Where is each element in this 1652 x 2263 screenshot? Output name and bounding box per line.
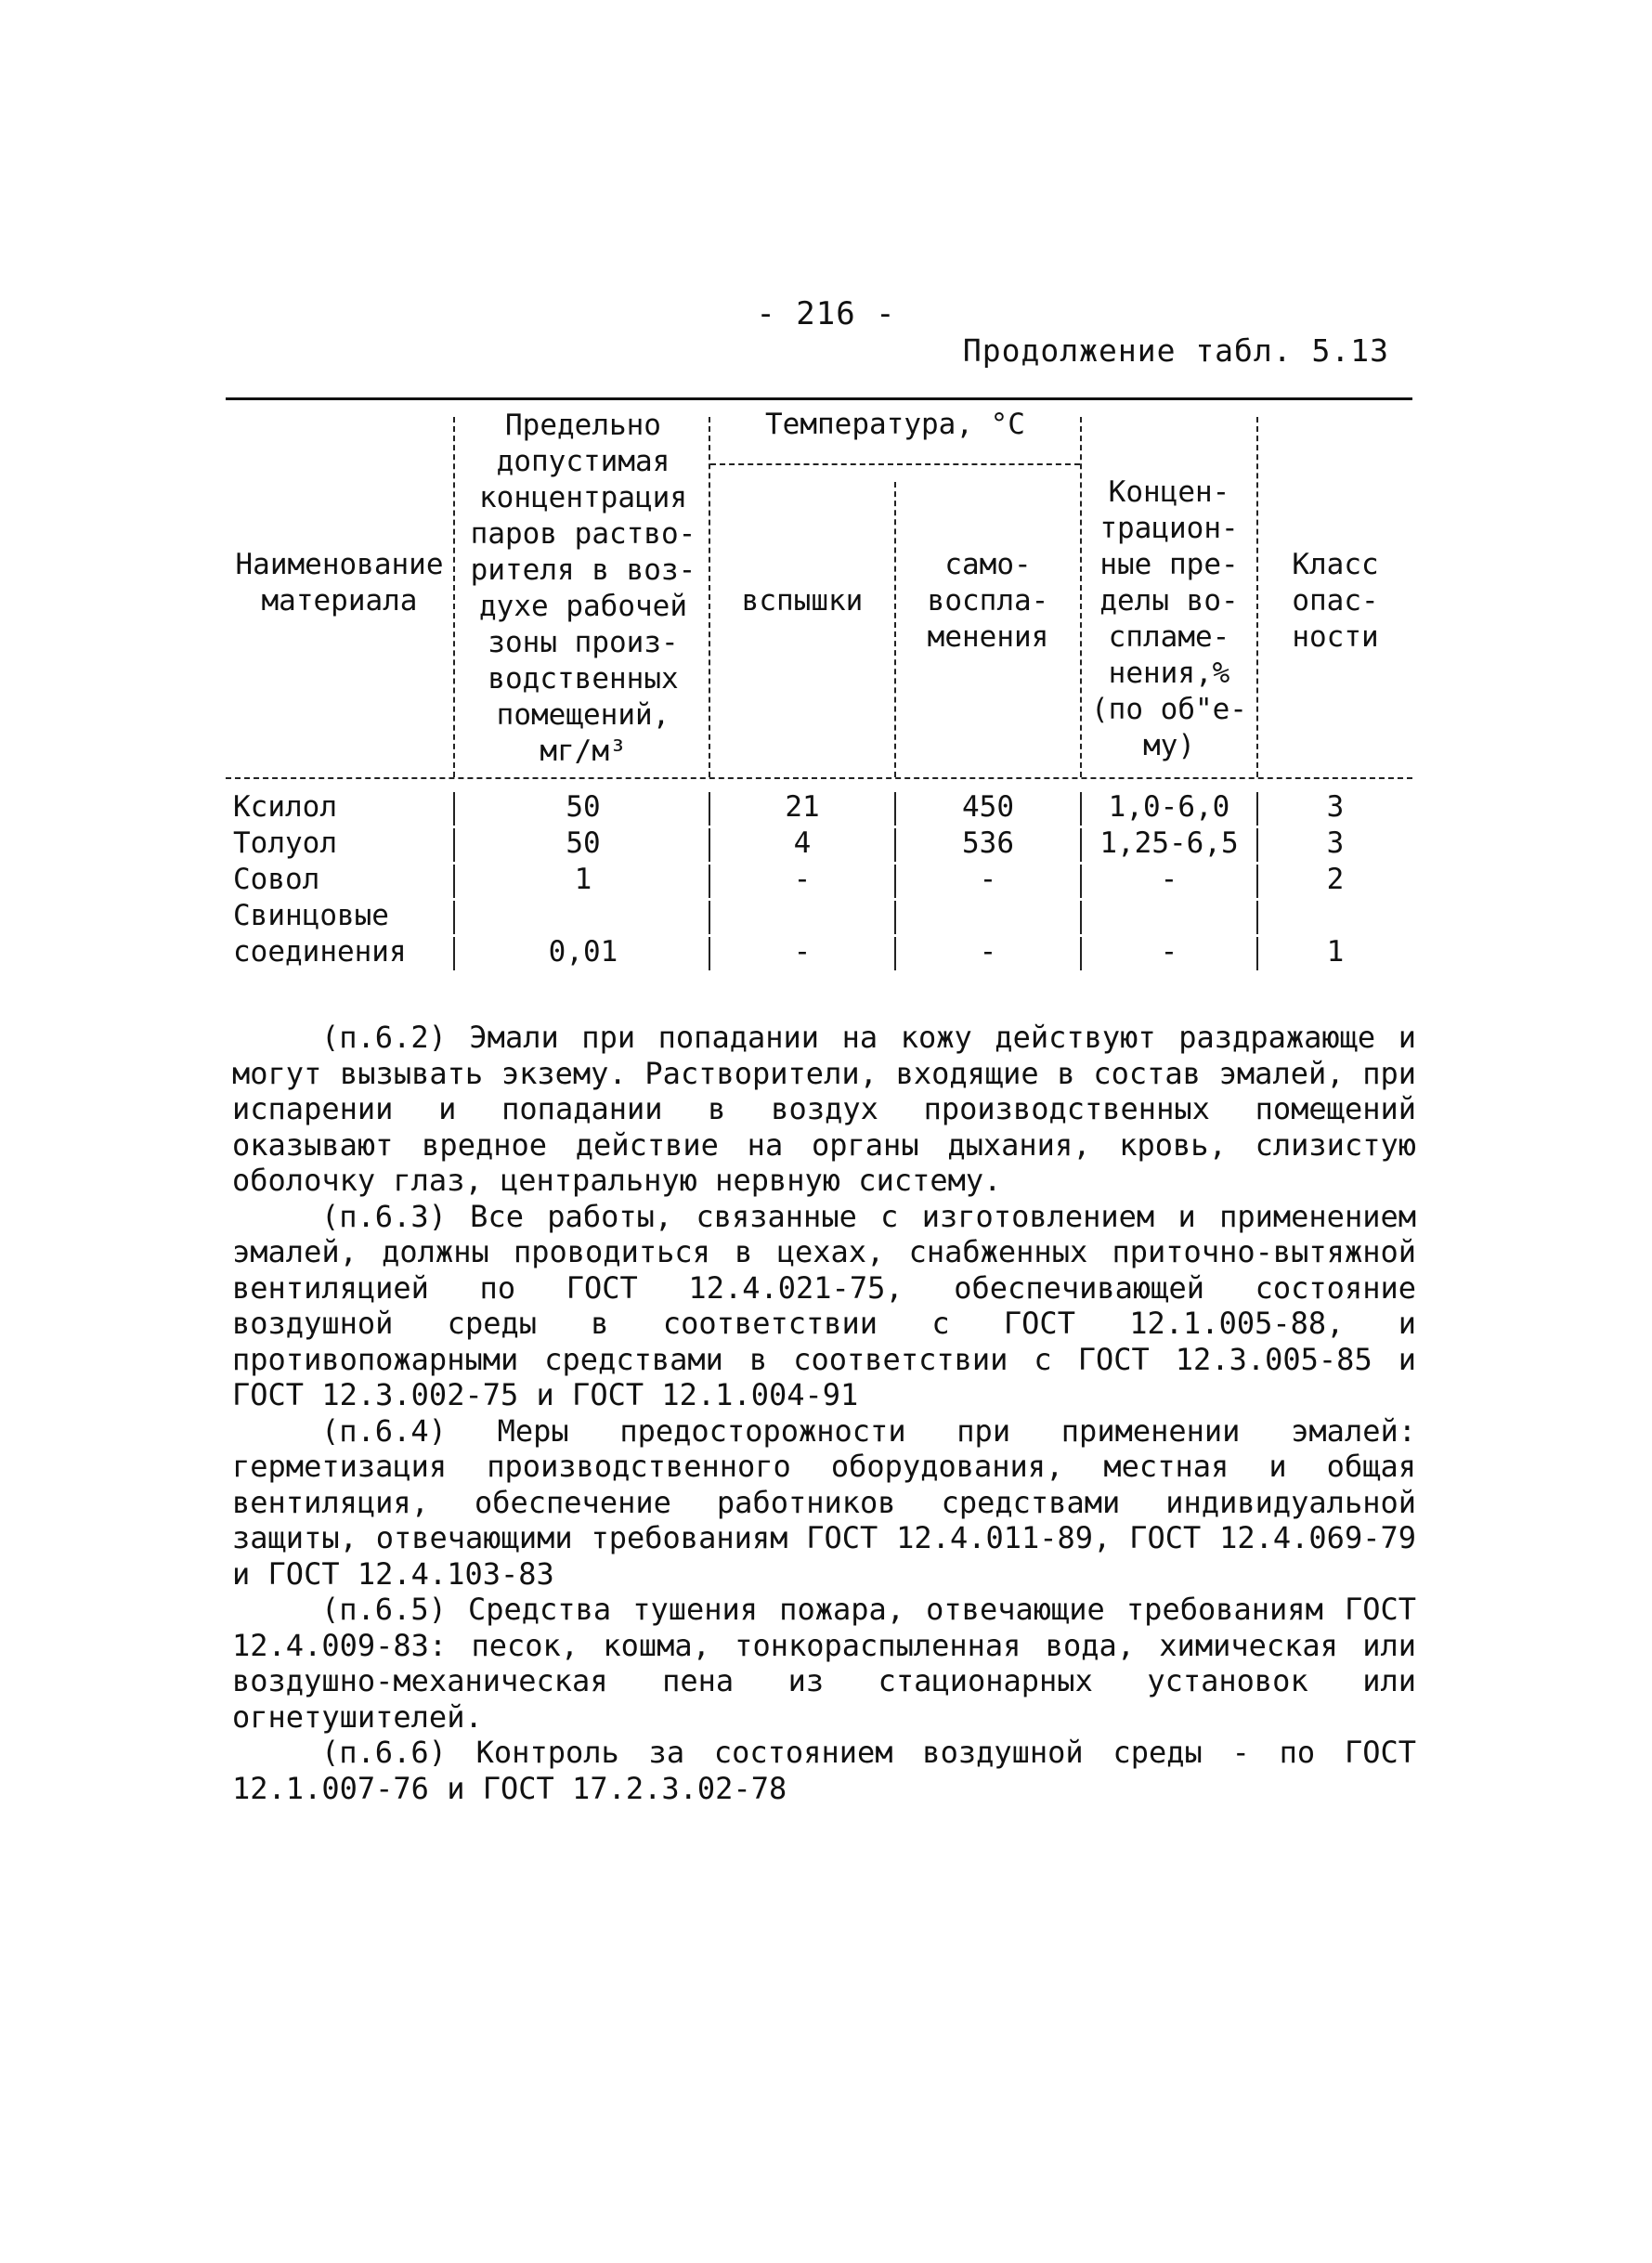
table-row	[226, 899, 1412, 935]
col-separator	[894, 865, 896, 898]
header-hazard: Класс опас- ности	[1292, 548, 1379, 654]
body-text	[232, 1020, 1416, 1806]
header-limits: Концен- трацион- ные пре- делы во- спламе- нения,% (по об"е- му)	[1091, 475, 1247, 762]
col-separator	[1256, 937, 1258, 970]
paragraph: (п.6.2) Эмали при попадании на кожу действуют раздражающе и могут вызывать экзему. Растворители, входящие в состав эмалей, при испарении и попадании в воздух производственных помещений оказывают вредное действие на органы дыхания, кровь, слизистую оболочку глаз, центральную нервную систему.	[232, 1020, 1416, 1198]
cell-name: Совол	[233, 863, 320, 896]
cell-name: Толуол	[233, 826, 337, 860]
col-separator	[1080, 901, 1082, 934]
cell-hazard: 1	[1326, 935, 1345, 969]
header-flash: вспышки	[741, 584, 864, 618]
col-separator	[453, 901, 455, 934]
cell-mac: 50	[566, 790, 601, 824]
col-separator	[894, 828, 896, 862]
col-separator	[709, 828, 710, 862]
cell-mac: 50	[566, 826, 601, 860]
cell-auto: 450	[962, 790, 1014, 824]
col-separator	[453, 417, 455, 777]
cell-limits: -	[1160, 935, 1178, 969]
col-separator	[453, 937, 455, 970]
paragraph: (п.6.4) Меры предосторожности при применении эмалей: герметизация производственного оборудования, местная и общая вентиляция, обеспечение работников средствами индивидуальной защиты, отвечающими требованиям ГОСТ 12.4.011-89, ГОСТ 12.4.069-79 и ГОСТ 12.4.103-83	[232, 1412, 1416, 1592]
header-name: Наименование материала	[235, 548, 444, 618]
cell-hazard: 3	[1326, 790, 1345, 824]
col-separator	[1256, 828, 1258, 862]
header-temperature: Температура, °С	[765, 408, 1025, 441]
col-separator	[709, 937, 710, 970]
col-separator	[1256, 901, 1258, 934]
col-separator	[1256, 792, 1258, 826]
col-separator	[1080, 828, 1082, 862]
col-separator	[709, 792, 710, 826]
col-separator	[894, 901, 896, 934]
col-separator	[1256, 865, 1258, 898]
header-mac: Предельно допустимая концентрация паров раство- рителя в воз- духе рабочей зоны произ- водственных помещений, мг/м³	[470, 409, 696, 768]
col-separator	[1080, 865, 1082, 898]
cell-flash: -	[793, 935, 812, 969]
cell-name: Ксилол	[233, 790, 337, 824]
page-number: - 216 -	[756, 295, 896, 332]
cell-limits: 1,0-6,0	[1108, 790, 1230, 824]
cell-mac: 1	[574, 863, 592, 896]
temperature-rule	[710, 463, 1080, 465]
col-separator	[1080, 792, 1082, 826]
cell-limits: -	[1160, 863, 1178, 896]
paragraph: (п.6.5) Средства тушения пожара, отвечающие требованиям ГОСТ 12.4.009-83: песок, кошма, тонкораспыленная вода, химическая или воздушно-механическая пена из стационарных установок или огнетушителей.	[232, 1592, 1416, 1735]
cell-flash: 4	[793, 826, 812, 860]
table-row	[226, 935, 1412, 971]
cell-limits: 1,25-6,5	[1099, 826, 1239, 860]
header-autoignition: само- воспла- менения	[927, 548, 1049, 654]
cell-auto: 536	[962, 826, 1014, 860]
col-separator	[709, 901, 710, 934]
cell-hazard: 2	[1326, 863, 1345, 896]
cell-mac: 0,01	[548, 935, 618, 969]
col-separator	[453, 792, 455, 826]
table-row	[226, 790, 1412, 826]
table-row	[226, 826, 1412, 863]
paragraph: (п.6.6) Контроль за состоянием воздушной среды - по ГОСТ 12.1.007-76 и ГОСТ 17.2.3.02-78	[232, 1735, 1416, 1806]
col-separator	[709, 865, 710, 898]
table-continuation-caption: Продолжение табл. 5.13	[962, 332, 1389, 369]
cell-flash: 21	[785, 790, 820, 824]
cell-name: Свинцовые	[233, 899, 389, 932]
cell-auto: -	[979, 863, 997, 896]
cell-hazard: 3	[1326, 826, 1345, 860]
cell-auto: -	[979, 935, 997, 969]
paragraph: (п.6.3) Все работы, связанные с изготовлением и применением эмалей, должны проводиться в цехах, снабженных приточно-вытяжной вентиляцией по ГОСТ 12.4.021-75, обеспечивающей состояние воздушной среды в соответствии с ГОСТ 12.1.005-88, и противопожарными средствами в соответствии с ГОСТ 12.3.005-85 и ГОСТ 12.3.002-75 и ГОСТ 12.1.004-91	[232, 1198, 1416, 1412]
table-header	[226, 400, 1412, 777]
col-separator	[894, 937, 896, 970]
cell-name: соединения	[233, 935, 407, 969]
cell-flash: -	[793, 863, 812, 896]
col-separator	[894, 792, 896, 826]
table-body	[226, 779, 1412, 971]
col-separator	[1080, 937, 1082, 970]
properties-table	[226, 397, 1412, 971]
col-separator	[453, 865, 455, 898]
table-row	[226, 863, 1412, 899]
col-separator	[453, 828, 455, 862]
